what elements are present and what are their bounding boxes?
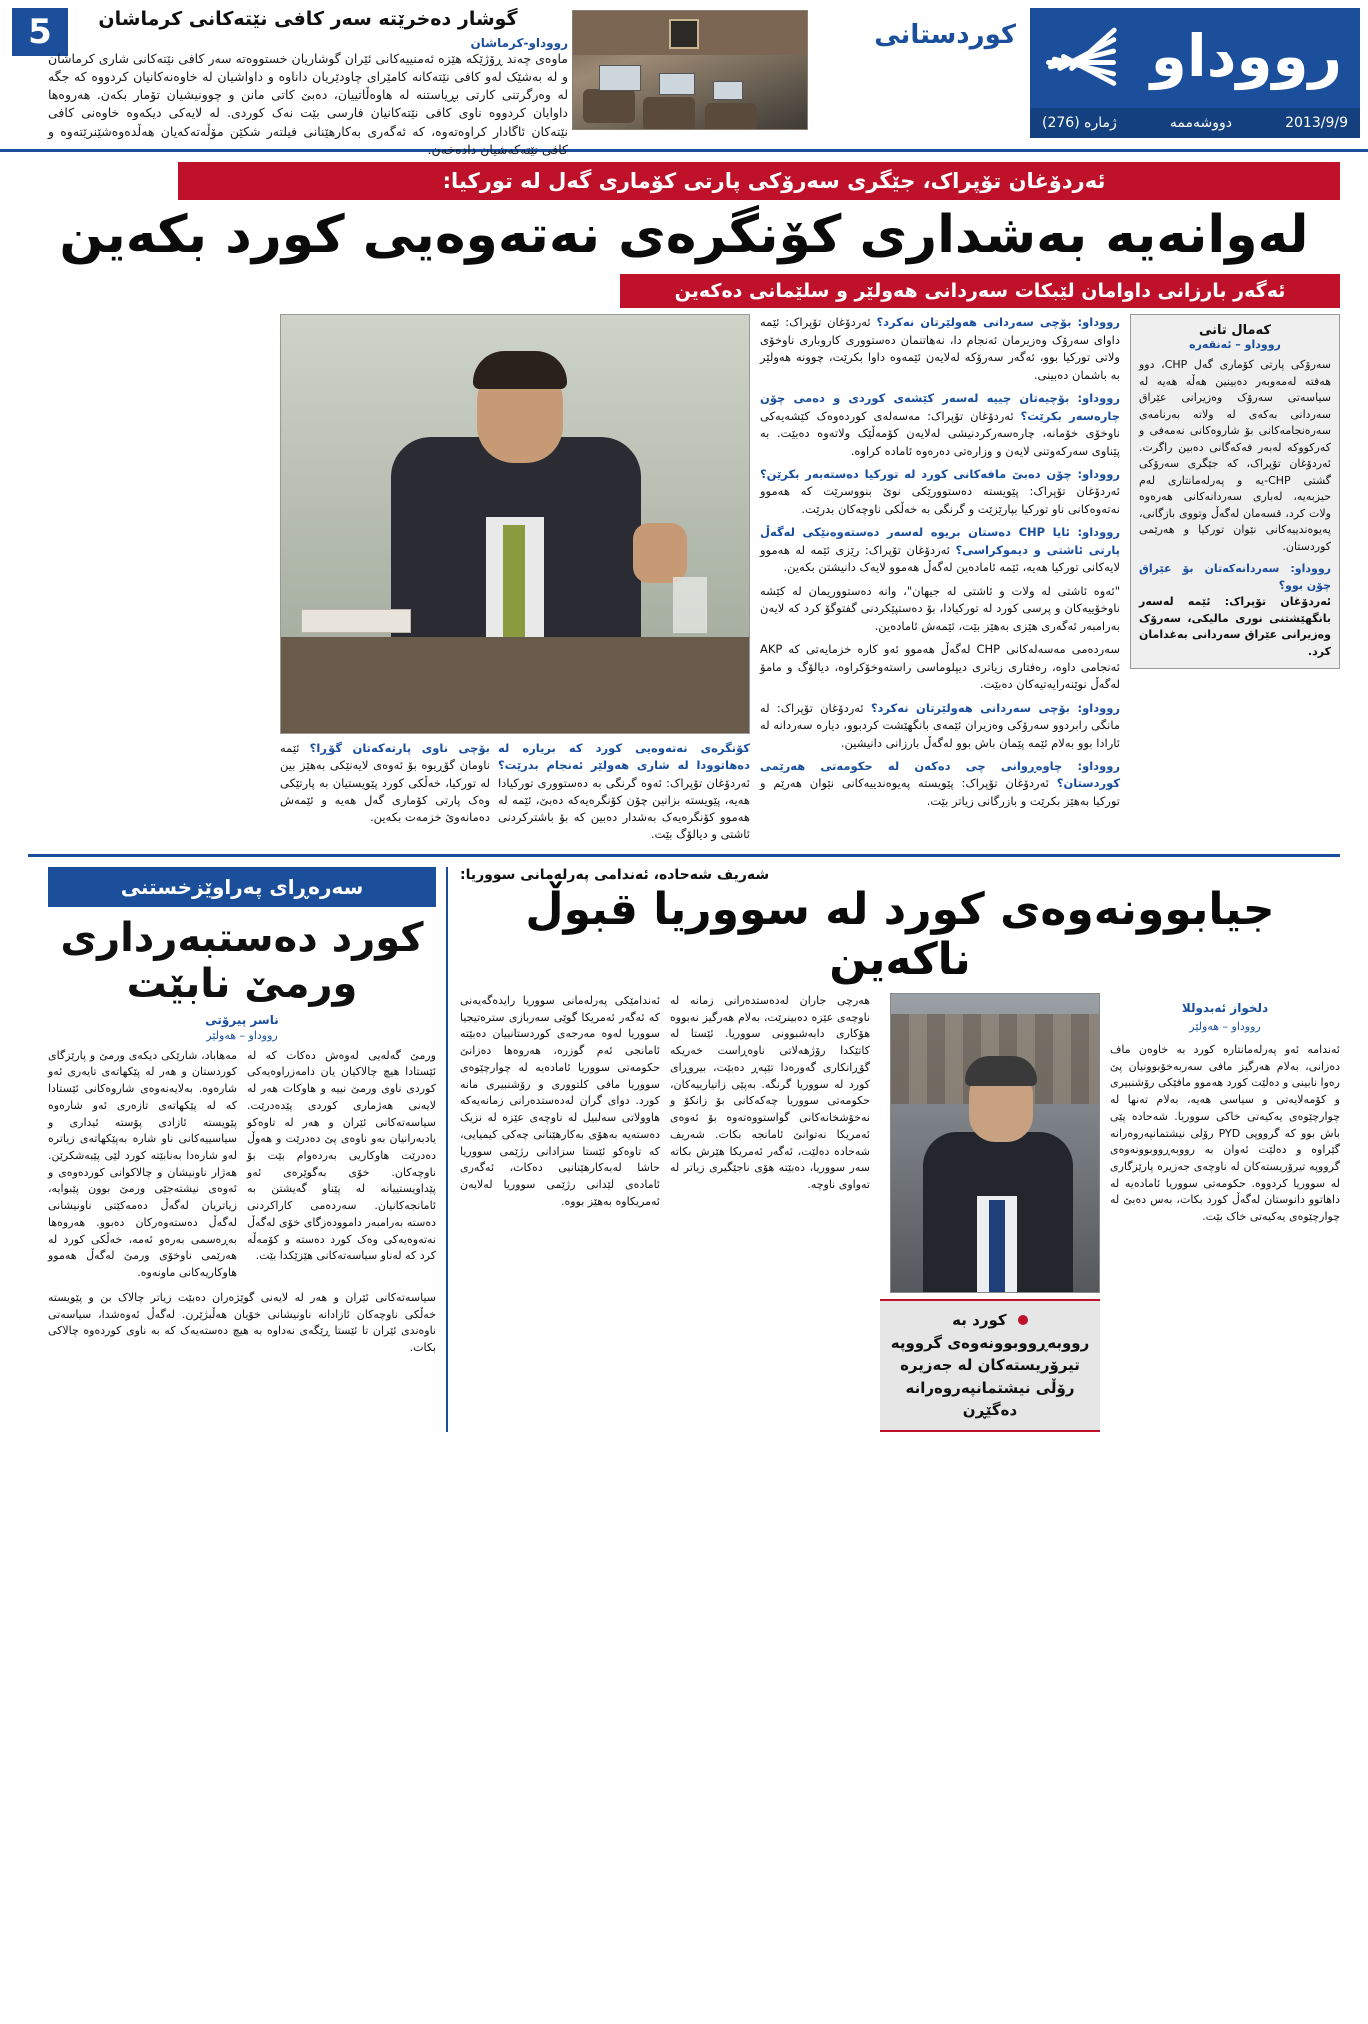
logo-top bbox=[1030, 8, 1360, 104]
analyst-box bbox=[1130, 314, 1340, 669]
urmia-body bbox=[48, 1048, 436, 1282]
caption-answer: ئەردۆغان تۆپراک: ئەوە گرنگی بە دەستووری تورکیادا هەیە، پێویستە بزانین چۆن کۆنگرەیەکە دەبێ، ئێمە لە هەموو کۆنگرەیەک بەشدار دەبین کە بۆ باشترکردنی ئاشتی و دیالۆگ بێت. bbox=[498, 775, 750, 842]
interview-answer: ئەردۆغان تۆپراک: ئێمە داوای سەرۆک وەزیرمان ئەنجام دا، نەهاتنمان دەستووری کاروباری ناوخۆی ولاتی تورکیا بوو، ئەگەر سەرۆکە لەلایەن ئێمەوە داوا بکرێت، چوونە هەولێر بە باشمان دەبینی. bbox=[760, 315, 1120, 382]
top-story-byline: رووداو-کرماشان bbox=[470, 36, 568, 50]
lead-body bbox=[28, 314, 1340, 844]
pull-quote-text: کورد بە رووبەڕووبوونەوەی گرووپە تیرۆریستەکان لە جەزیرە رۆڵی نیشتمانپەروەرانە دەگێڕن bbox=[890, 1311, 1090, 1420]
interview-answer: ئەردۆغان تۆپراک: پێویستە پەیوەندییەکانی نێوان هەرێم و تورکیا بەهێز بکرێت و بازرگانی زیاتر بێت. bbox=[760, 776, 1120, 808]
computer-screen bbox=[713, 81, 743, 100]
analyst-name: کەمال تانی bbox=[1199, 323, 1271, 339]
section-label: کوردستانی bbox=[874, 20, 1016, 50]
interview-question: رووداو: بۆچی سەردانی هەولێرتان نەکرد؟ bbox=[876, 315, 1121, 330]
internet-cafe-photo bbox=[572, 10, 808, 130]
urmia-story bbox=[48, 867, 448, 1432]
urmia-col-2: مەهاباد، شارێکی دیکەی ورمێ و پارێزگای کوردستان و هەر لە پێکهاتەی تایەری ئەو شارەوە. بەلایەنەوەی شاروەکانی ئێستادا کە لە پێکهاتەی تازەری ئەو شارەوە پێویستە ئازادی پۆستە ئیداری و سیاسییەکانی ناو شارە بەپێکهاتەی زیاترە لەو شارەدا بەنابێتە کورد لێی پێبەشکرێن. هەژار ناونیشان و چالاکوانی کوردەوەی و ئەوەی نیشتەجێی ورمێ بوون پێبوایە، زیاتریان لەگەڵ دەمەکێتی ناونیشانی لەگەڵ دەستەوەرکان دەبوو. هەروەها بەڕەسمی بەرەو ئەمە، خەڵکی کورد لە هەرێمی ناوخۆی ورمێ لەگەڵ هەموو هاوکاریەکانی ماونەوە. bbox=[48, 1048, 237, 1280]
open-book bbox=[301, 609, 411, 633]
photo-caption-row bbox=[280, 740, 750, 844]
necktie bbox=[503, 525, 525, 637]
desk bbox=[281, 637, 749, 733]
issue-strip bbox=[1030, 108, 1360, 138]
urmia-band: سەرەڕای پەراوێزخستنی bbox=[48, 867, 436, 907]
caption-question: کۆنگرەی نەتەوەیی کورد کە بریارە لە دەهاتوودا لە شاری هەولێر ئەنجام بدرێت؟ bbox=[498, 741, 750, 773]
lead-photo-column bbox=[280, 314, 750, 844]
urmia-headline: کورد دەستبەرداری ورمێ نابێت bbox=[60, 914, 424, 1007]
interview-answer: سەردەمی مەسەلەکانی CHP لەگەڵ هەموو ئەو کارە خزمایەتی کە AKP ئەنجامی داوە، رەفتاری زیاتری دیپلوماسی راستەوخۆکراوە، دیالۆگ و مامۆ لەگەڵ نوێنەرایەتیەکان دەبێت. bbox=[760, 642, 1120, 692]
erdogan-topra-portrait bbox=[280, 314, 750, 734]
lead-sub-banner-text: ئەگەر بارزانی داوامان لێبکات سەردانی هەولێر و سلێمانی دەکەین bbox=[674, 280, 1286, 303]
interview-answer: ئەردۆغان تۆپراک: رێزی ئێمە لە هەموو لایەکانی تورکیا هەیە، ئێمە ئامادەین لەگەڵ هەموو لایەک دانیشتن بکەین. bbox=[760, 542, 1120, 575]
chair bbox=[583, 89, 635, 123]
issue-weekday: دووشەممە bbox=[1169, 115, 1232, 131]
hand bbox=[633, 523, 687, 583]
necktie bbox=[989, 1200, 1005, 1292]
issue-number: ژمارە (276) bbox=[1042, 115, 1117, 131]
water-glass bbox=[673, 577, 707, 633]
newspaper-logo[interactable] bbox=[1030, 8, 1360, 138]
chair bbox=[705, 103, 757, 130]
caption-left bbox=[498, 740, 750, 844]
lead-sub-banner bbox=[28, 274, 1340, 308]
wall-frame bbox=[669, 19, 699, 49]
computer-screen bbox=[659, 73, 695, 95]
syria-col-2: هەرچی جاران لەدەستدەرانی زمانە لە ناوچەی عێزە دەبینرێت، بەلام هەرگیز نەبووە هۆکاری دابەشبوونی سووریا. ئێستا لە کاتێکدا رۆژهەلاتی ناوەڕاست خەریکە گۆڕانکاری گەورەدا تێپەڕ دەبێت، بیروڕای کورد لە سووریا گرنگە. بەپێی زانیارییەکان، حکومەتی سووریا چەکەکانی بۆ زانکۆ و نەخۆشخانەکانی گواستووەتەوە بۆ ئەوەی ئەمریکا نەتوانێ ئامانجە بکات. شەریف شەحادە دەلێت، ئەگەر ئەمریکا هێرش بکاتە سەر سووریا، دەبێتە هۆی ناجێگیری زیاتر لە تەواوی ناوچە. bbox=[670, 994, 870, 1191]
issue-date: 2013/9/9 bbox=[1285, 115, 1348, 131]
hair bbox=[473, 351, 567, 389]
interview-answer: ئەردۆغان تۆپراک: مەسەلەی کوردەوەک کێشەیەکی ناوخۆی خۆمانە، چارەسەرکردنیشی لەلایەن کۆمەڵێک ولاتەوە دەبێت. بە پێناوی سەرکەوتنی لایەن و وزارەتی دەرەوە ئامادە کراوە. bbox=[760, 408, 1120, 458]
syria-photo-col bbox=[880, 993, 1100, 1432]
syria-story bbox=[460, 867, 1340, 1432]
syria-byline-col bbox=[1110, 993, 1340, 1432]
syria-headline: جیابوونەوەی کورد لە سووریا قبوڵ ناکەین bbox=[525, 883, 1275, 985]
lead-red-banner-text: ئەردۆغان تۆپراک، جێگری سەرۆکی پارتی کۆماری گەل لە تورکیا: bbox=[442, 169, 1106, 193]
urmia-author-role: رووداو – هەولێر bbox=[206, 1028, 278, 1042]
analyst-role: رووداو – ئەنقەرە bbox=[1189, 338, 1281, 352]
urmia-col-3: سیاسەتەکانی ئێران و هەر لە لایەنی گوێژەران دەبێت زیاتر چالاک بن و پێویستە خەڵکی ناوچەکان ئازادانە ناونیشانی خۆیان هەڵبژێرن. لەگەڵ ئەوەشدا، سیاسەتی ناوەندی ئێران تا ئێستا ڕێگەی نەداوە بە هیچ دەستەیەک کە بە ناوی کوردەوە چالاکی بکات. bbox=[48, 1290, 436, 1354]
syria-col-3: ئەندامە ئەو پەرلەمانتارە کورد بە خاوەن ماف دەزانی، بەلام هەرگیز مافی سەربەخۆبوونیان پێ رەوا نابینی و دەلێت کورد هەموو مافێکی رۆشنبیری و کۆمەلایەتی و سیاسی هەیە، بەلام تەنها لە چوارچێوەی یەکیەتی خاکی سووریا. شەحادە پێی باش بوو کە گرووپی PYD رۆلی نیشتمانپەروەرانە گێراوە و دەلێت ئەوان بە رووبەڕووبوونەوەی گرووپە تیرۆریستەکان لە ناوچەی جەزیرە پارێزگاری لە سووریا کردووە. حکومەتی سووریا ئامادەیە لە داهاتوو دانوستان لەگەڵ کورد بکات، بەس دەبێ لە چوارچێوەی یەکیەتی خاک بێت. bbox=[1110, 1043, 1340, 1224]
caption-question: بۆچی ناوی پارتەکەتان گۆڕا؟ bbox=[309, 741, 490, 756]
top-story-headline: گوشار دەخرێتە سەر کافی نێتەکانی کرماشان bbox=[98, 8, 518, 30]
interview-question: رووداو: ئایا CHP دەستان بریوە لەسەر دەستەوەنێکی لەگەڵ پارتی ئاشتی و دیموکراسی؟ bbox=[760, 525, 1120, 557]
syria-kicker: شەریف شەحادە، ئەندامی پەرلەمانی سووریا: bbox=[460, 866, 770, 883]
bullet-icon bbox=[1018, 1315, 1028, 1325]
lead-red-banner bbox=[28, 162, 1340, 200]
caption-answer: ئێمە ناومان گۆڕیوە بۆ ئەوەی لایەنێکی بەهێز بین لە تورکیا، خەڵکی کورد پێویستیان بە پارتێکی وەک پارتی کۆماری گەل هەیە و ئێمەش دەمانەوێ خزمەت بکەین. bbox=[280, 741, 490, 825]
sun-rays-icon bbox=[1044, 22, 1116, 90]
interview-question: رووداو: بۆچی سەردانی هەولێرتان نەکرد؟ bbox=[870, 700, 1121, 715]
urmia-col-1: ورمێ گەلەیی لەوەش دەکات کە لە ئێستادا هیچ چالاکیان یان دامەزراوەیەکی کوردی ناوی ورمێ نییە و هاوکات هەر لە لایەنی هەژماری کوردی پێدەدرێت. سیاسەتەکانی ئێران و هەر لە تاوەکو یادبەرانیان بەو ناوەی پێ دەدرێت و هەوڵ دەدرێت هاوکاریی بەردەوام بێت بۆ ناوچەکان. خۆی بەگوێرەی ئەو پێداویستییانە لە پێناو گەیشتن بە ئامانجەکانیان. سەردەمی کاراکردنی دەستە بەرامبەر داموودەزگای خۆی لەگەڵ نەتەوەیەکی وەک کورد دەستە و کۆمەڵە کرد کە لەناو سیاسەتەکانی هێزێکدا بێت. bbox=[247, 1048, 436, 1263]
syria-author-role: رووداو – هەولێر bbox=[1189, 1020, 1261, 1034]
computer-screen bbox=[599, 65, 641, 91]
urmia-body-2 bbox=[48, 1290, 436, 1357]
syria-col-1: ئەندامێکی پەرلەمانی سووریا رایدەگەیەنی کە ئەگەر ئەمریکا گوێی سەربازی سترەتیجیا سووریا لەوە مەرجەی کوردستانییان دەبێتە ئامانجی ئەم گوزرە، هەروەها دەزانێ حکومەتی سووریا ئامادەیە لە چوارچێوەی سووریا مافی کلتووری و رۆشنبیری مانە کورد. دوای گران لەدەستدەرانی زمانەیەکە هاوولاتی سەلبیل لە ناوچەی عێزە لە نزیک دەستەیە بەهۆی بەکارهێنانی چەکی کیمیایی، کە تاوەکو ئێستا سزادانی رژێمی سووریا حاشا لەبەکارهێنانیی دەکات، ئەگەری ئامادەی لێدانی رژێمی سووریا لەلایەن ئەمریکاوە بەهێز بووە. bbox=[460, 994, 660, 1208]
hair bbox=[965, 1056, 1037, 1086]
interview-answer: ئەردۆغان تۆپراک: لە مانگی رابردوو سەرۆکی وەزیران ئێمەی بانگهێشت کردبوو، دیارە سەردانە لە ئارادا بوو بەلام ئێمە پێمان باش بوو لەگەڵ بارزانی دانیشین. bbox=[760, 700, 1120, 750]
analyst-body: سەرۆکی پارتی کۆماری گەل CHP، دوو هەفتە لەمەوبەر دەبینین هەڵە هەیە لە سیاسەتی سەرۆک وەزیرانی عێراق سەردانی بەکەی لە ولاتە بەرنامەی سەرەنجامەکانی بۆ شاروەکانی نەمەفی و کەرکووکە لەبەر فەکەگانی دەبین راگرت. ئەردۆغان تۆپراک، کە جێگری سەرۆکی گشتی CHP-یە و پەرلەمانتاری لەم حیزبەیە، لەباری سەردانەکانی هەرەوە ولات کرد، قسەمان لەگەڵ وتووی بازگانی، پەیوەندییەکانی نێوان تورکیا و هەرێمی کوردستان. bbox=[1139, 358, 1332, 553]
interview-question: رووداو: چۆن دەبێ مافەکانی کورد لە تورکیا دەستەبەر بکرێن؟ bbox=[760, 466, 1120, 481]
top-story-body: ماوەی چەند ڕۆژێکە هێزە ئەمنییەکانی ئێران گوشاریان خستووەتە سەر کافی نێتەکانی شاری کرماشان و لە بەشێک لەو کافی نێتەکانە کامێرای چاودێریان داناوە و داواشیان لە خاوەنەکانیان کردووە کە جگە لە وەرگرتنی کارتی بڕیاستنە لە هاوەڵاتییان، دەبێ کاتی مانن و چوونیشیان تۆمار بکەن. هەروەها داوایان کردووە ناوی کافی نێتەکانیان فارسی بێت نەک کوردی. لە لایەکی دیکەوە خاوەنی کافی نێتەکان ئاگادار کراوەتەوە، کە ئەگەری بەکارهێنانی فیلتەر شکێن مۆڵەتەکەیان هەڵدەوەشێنرێتەوە و کافی نێتەکەشیان دادەخەن. bbox=[48, 51, 568, 157]
logo-wordmark: رووداو bbox=[1150, 22, 1342, 90]
interview-question: رووداو: بۆچیەتان چییە لەسەر کێشەی کوردی و دەمی چۆن چارەسەر بکرێت؟ bbox=[760, 391, 1121, 423]
masthead bbox=[0, 0, 1368, 157]
top-story bbox=[48, 8, 568, 159]
lead-headline: لەوانەیە بەشداری کۆنگرەی نەتەوەیی کورد بکەین bbox=[59, 205, 1309, 265]
lead-sidebar bbox=[1130, 314, 1340, 844]
sharif-shahada-portrait bbox=[890, 993, 1100, 1293]
section-divider bbox=[28, 854, 1340, 857]
page-number: 5 bbox=[12, 8, 68, 56]
syria-body bbox=[460, 993, 1340, 1432]
syria-author: دلخواز ئەبدوللا bbox=[1181, 1001, 1269, 1016]
interview-answer: "ئەوە ئاشتی لە ولات و ئاشتی لە جیهان"، وانە دەستووریمان لە کێشە ناوخۆییەکان و پرسی کورد لە تورکیادا، بۆ دەستپێکردنی گفتوگۆ کرد کە لایەن بەرامبەر ئەگەری هێزی بەهێز بێت، ئێمەش ئامادەین. bbox=[760, 583, 1120, 633]
bottom-section bbox=[28, 867, 1340, 1432]
sidebar-answer: ئەردۆغان تۆپراک: ئێمە لەسەر بانگهێشتنی نوری مالیکی، سەرۆک وەزیرانی عێراق سەردانی بەغدامان کرد. bbox=[1139, 595, 1331, 658]
caption-mid bbox=[280, 740, 490, 844]
sidebar-question: رووداو: سەردانەکەتان بۆ عێراق چۆن بوو؟ bbox=[1139, 562, 1331, 592]
urmia-author: ناسر پیرۆتی bbox=[205, 1012, 279, 1027]
pull-quote bbox=[880, 1299, 1100, 1432]
interview-column-1 bbox=[760, 314, 1120, 844]
interview-answer: ئەردۆغان تۆپراک: پێویستە دەستوورێکی نوێ بنووسرێت کە هەموو نەتەوەکانی ناو تورکیا بپارێزێت و گرنگی بە خەڵکی ناوچەکان بدرێت. bbox=[760, 484, 1120, 516]
interview-question: رووداو: چاوەڕوانی چی دەکەن لە حکومەتی هەرێمی کوردستان؟ bbox=[760, 759, 1121, 791]
chair bbox=[643, 97, 695, 130]
